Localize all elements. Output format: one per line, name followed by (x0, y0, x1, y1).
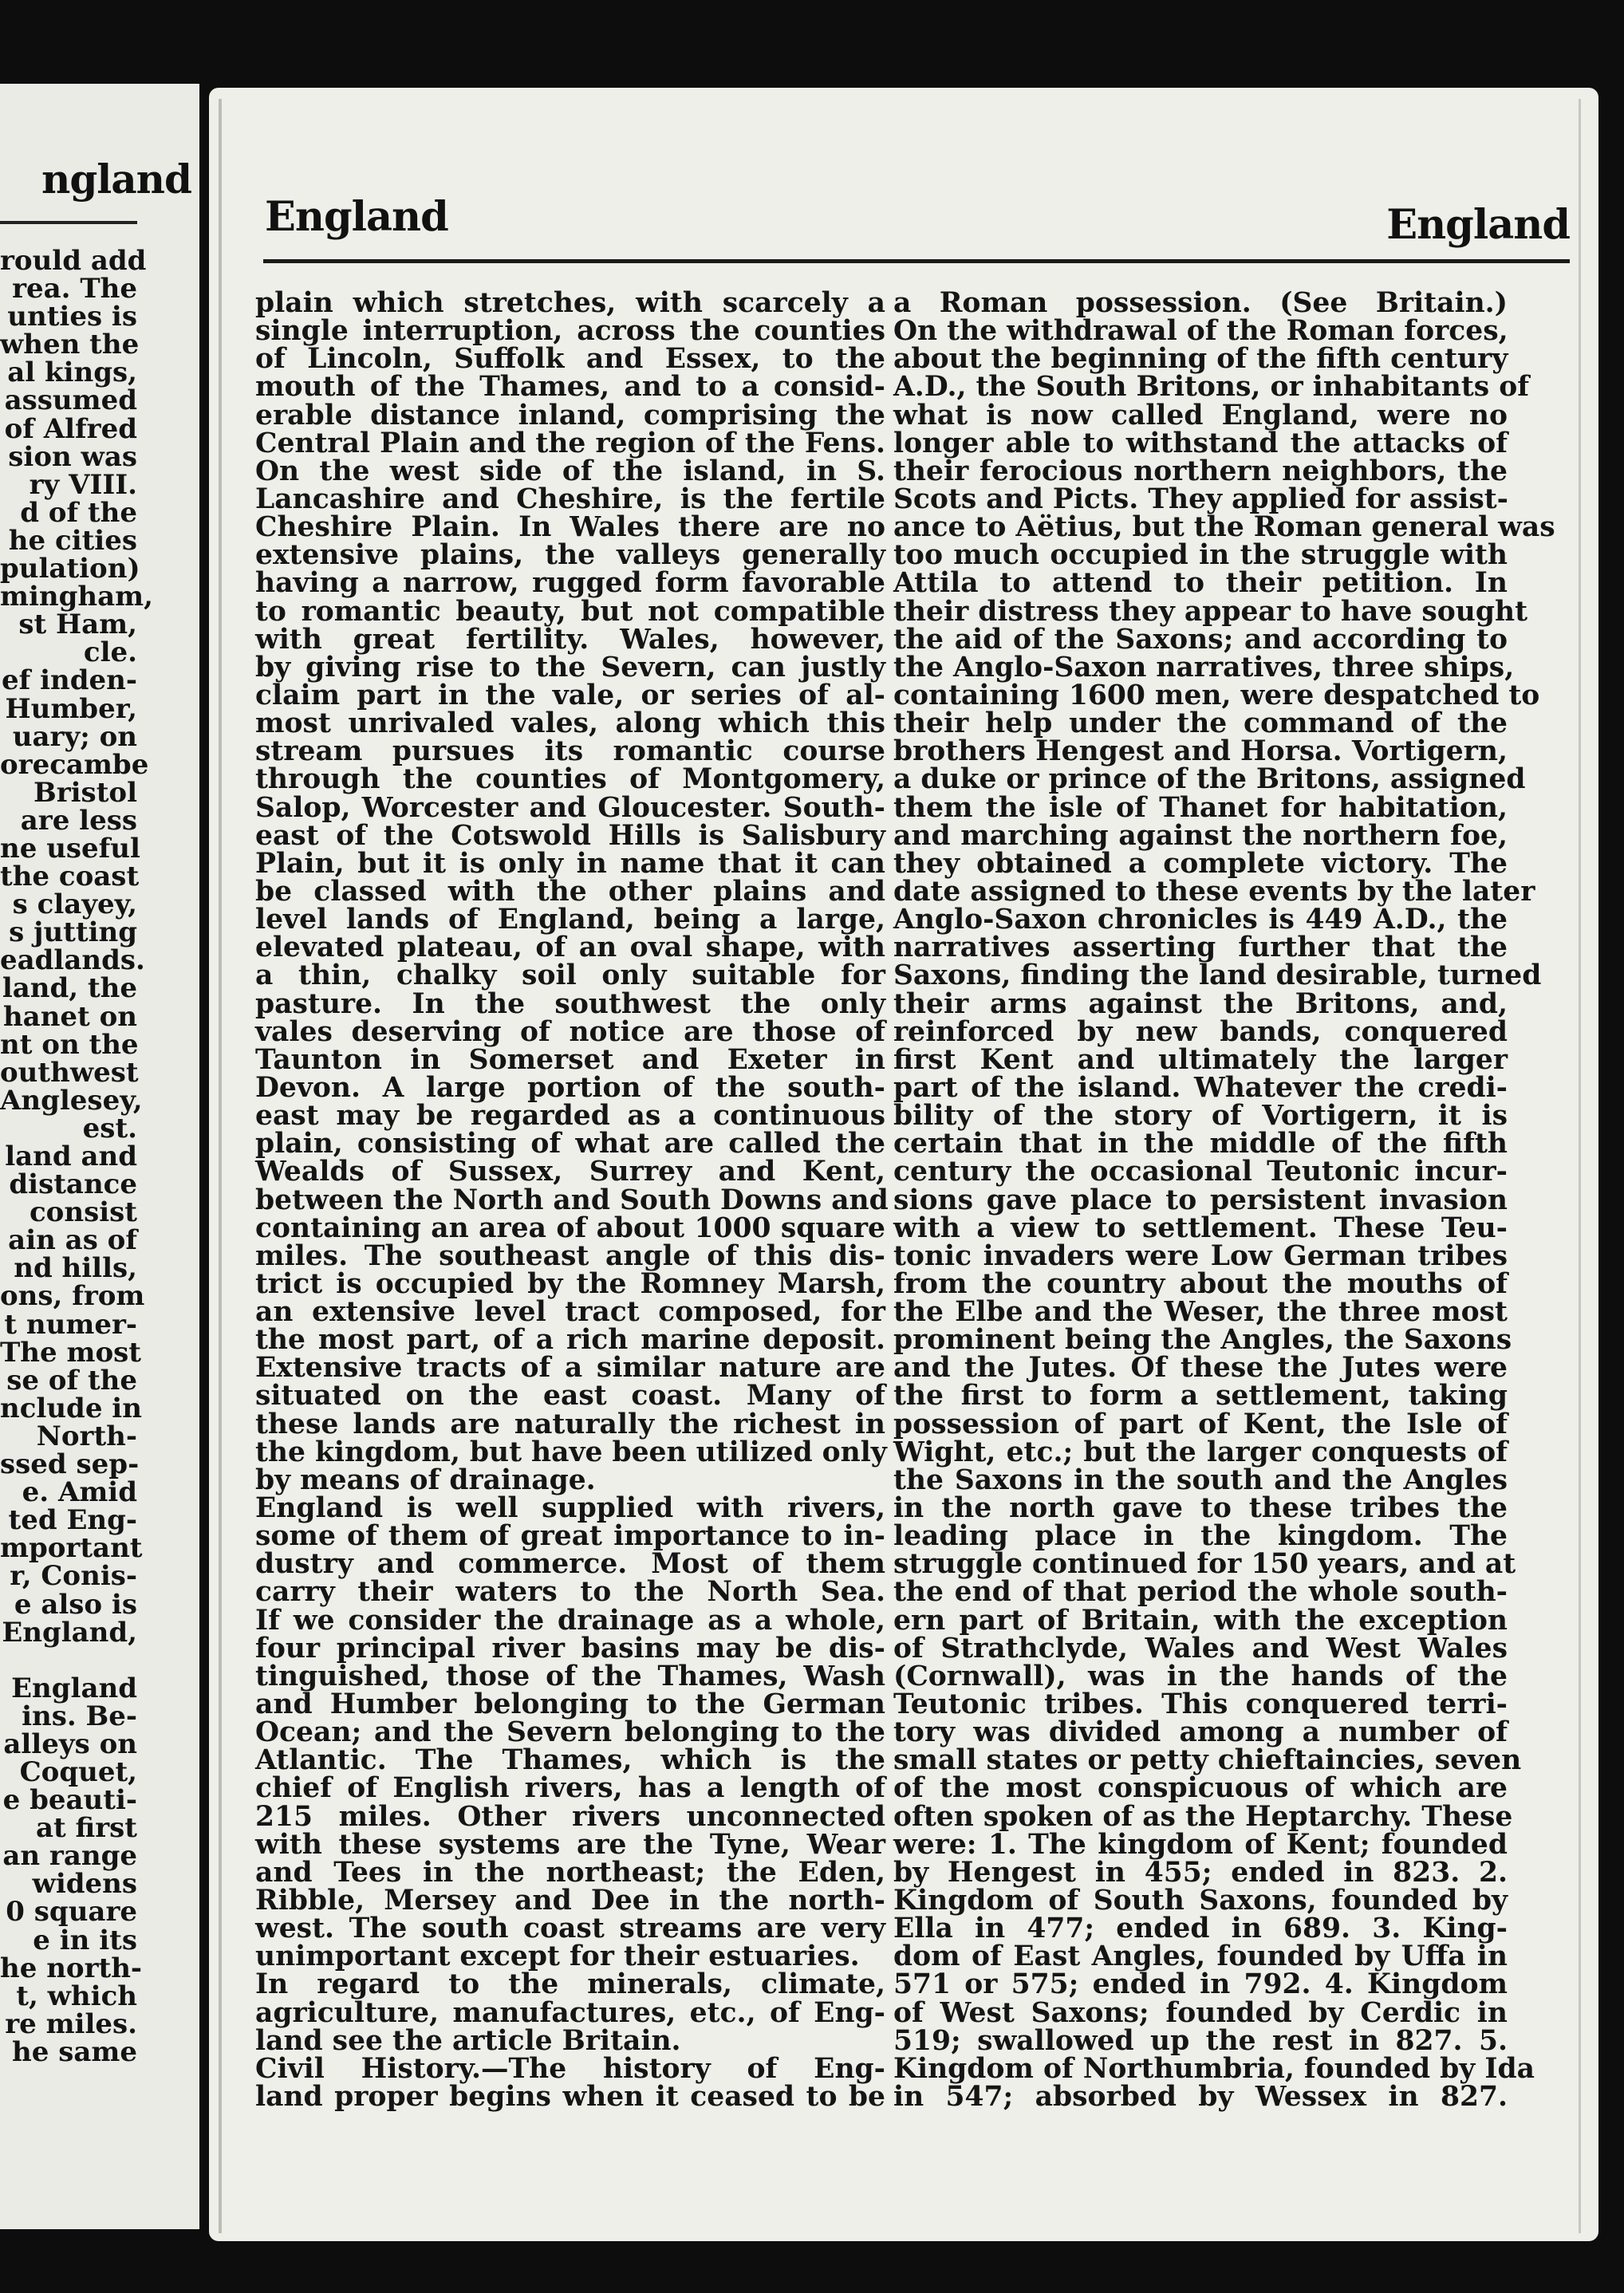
text-line: In regard to the minerals, climate, (255, 1968, 885, 2001)
text-line: unimportant except for their estuaries. (255, 1940, 860, 1973)
left-page-line: cle. (83, 636, 137, 669)
text-line: the end of that period the whole south- (893, 1576, 1508, 1609)
text-line: Wealds of Sussex, Surrey and Kent, (255, 1156, 885, 1188)
text-line: east may be regarded as a continuous (255, 1100, 885, 1133)
text-line: miles. The southeast angle of this dis- (255, 1239, 885, 1272)
text-line: of West Saxons; founded by Cerdic in (893, 1996, 1508, 2029)
text-line: Civil History.—The history of Eng- (255, 2052, 885, 2085)
left-page-line: England, (2, 1616, 137, 1649)
text-line: Wight, etc.; but the larger conquests of (893, 1436, 1508, 1468)
left-page-line: re miles. (5, 2007, 137, 2040)
text-line: single interruption, across the counties (255, 315, 885, 348)
left-page-line: at first (35, 1812, 137, 1845)
text-line: Ribble, Mersey and Dee in the north- (255, 1885, 885, 1917)
left-page-line: sion was (8, 440, 137, 473)
left-page-line: North- (36, 1420, 137, 1452)
text-line: land proper begins when it ceased to be (255, 2081, 885, 2113)
text-line: struggle continued for 150 years, and at (893, 1548, 1516, 1581)
text-line: of the most conspicuous of which are (893, 1772, 1508, 1805)
text-line: ance to Aëtius, but the Roman general was (893, 511, 1555, 544)
left-page-line: when the (0, 329, 140, 361)
text-line: Salop, Worcester and Gloucester. South- (255, 791, 885, 824)
left-page-line: Anglesey, (0, 1084, 143, 1117)
text-line: in the north gave to these tribes the (893, 1492, 1508, 1525)
left-page-line: Humber, (5, 692, 137, 725)
text-line: On the west side of the island, in S. (255, 455, 885, 487)
text-line: Attila to attend to their petition. In (893, 567, 1508, 600)
text-line: tory was divided among a number of (893, 1716, 1508, 1749)
left-page-line: al kings, (7, 357, 137, 389)
text-line: certain that in the middle of the fifth (893, 1128, 1508, 1160)
text-line: plain which stretches, with scarcely a (255, 287, 885, 319)
text-line: some of them of great importance to in- (255, 1520, 885, 1553)
left-page-line: nclude in (0, 1392, 142, 1424)
text-line: the Elbe and the Weser, the three most (893, 1296, 1508, 1329)
left-page-line: ef inden- (2, 664, 137, 697)
text-line: Taunton in Somerset and Exeter in (255, 1043, 885, 1076)
text-line: mouth of the Thames, and to a consid- (255, 371, 885, 404)
left-page-line: t, which (16, 1980, 137, 2012)
text-line: Plain, but it is only in name that it can (255, 847, 885, 880)
text-line: erable distance inland, comprising the (255, 399, 885, 431)
text-line: a Roman possession. (See Britain.) (893, 287, 1508, 319)
left-page-line: land, the (2, 972, 137, 1005)
text-line: agriculture, manufactures, etc., of Eng- (255, 1996, 885, 2029)
text-line: Central Plain and the region of the Fens. (255, 427, 885, 459)
text-line: part of the island. Whatever the credi- (893, 1071, 1508, 1104)
text-line: tonic invaders were Low German tribes (893, 1239, 1508, 1272)
book-page (209, 88, 1598, 2241)
left-page-line: rea. The (12, 273, 137, 305)
left-page-line: eadlands. (0, 944, 145, 977)
text-line: having a narrow, rugged form favorable (255, 567, 885, 600)
left-page-line: ins. Be- (22, 1700, 137, 1732)
left-page-line: outhwest (0, 1056, 139, 1089)
text-line: four principal river basins may be dis- (255, 1632, 885, 1665)
text-line: by means of drainage. (255, 1464, 596, 1496)
left-page-line: ne useful (0, 832, 140, 865)
text-line: by giving rise to the Severn, can justly (255, 651, 885, 684)
left-page-line: rould add (0, 245, 147, 277)
text-line: to romantic beauty, but not compatible (255, 595, 885, 628)
left-page-line: ssed sep- (0, 1448, 140, 1481)
text-line: and the Jutes. Of these the Jutes were (893, 1352, 1508, 1385)
left-page-line: are less (20, 804, 137, 837)
text-line: what is now called England, were no (893, 399, 1508, 431)
left-page-header-rule (0, 221, 137, 224)
text-line: If we consider the drainage as a whole, (255, 1604, 885, 1637)
text-line: through the counties of Montgomery, (255, 763, 885, 796)
left-page-line: ain as of (8, 1224, 137, 1257)
text-line: 571 or 575; ended in 792. 4. Kingdom (893, 1968, 1508, 2001)
text-line: extensive plains, the valleys generally (255, 539, 885, 572)
left-page-line: Coquet, (19, 1755, 137, 1788)
text-line: Cheshire Plain. In Wales there are no (255, 511, 885, 544)
text-line: their distress they appear to have sought (893, 595, 1528, 628)
left-page-line: The most (0, 1336, 141, 1369)
text-line: a duke or prince of the Britons, assigned (893, 763, 1526, 796)
left-page-line: st Ham, (18, 609, 137, 641)
text-line: Kingdom of Northumbria, founded by Ida (893, 2052, 1535, 2085)
left-page-line: an range (2, 1840, 137, 1873)
text-line: them the isle of Thanet for habitation, (893, 791, 1508, 824)
text-line: their arms against the Britons, and, (893, 987, 1508, 1020)
text-line: ern part of Britain, with the exception (893, 1604, 1508, 1637)
text-line: chief of English rivers, has a length of (255, 1772, 885, 1805)
text-line: too much occupied in the struggle with (893, 539, 1508, 572)
text-line: with these systems are the Tyne, Wear (255, 1828, 885, 1861)
text-line: tinguished, those of the Thames, Wash (255, 1660, 885, 1692)
text-line: plain, consisting of what are called the (255, 1128, 885, 1160)
left-page-line: s clayey, (12, 888, 137, 921)
left-page-line: unties is (7, 301, 137, 333)
left-page-line: England (11, 1672, 137, 1704)
text-column-right (893, 287, 1555, 2113)
text-line: Ocean; and the Severn belonging to the (255, 1716, 885, 1749)
left-page-line: pulation) (0, 553, 140, 585)
left-page-line: nd hills, (14, 1252, 137, 1285)
left-page-line: uary; on (12, 720, 137, 753)
text-line: brothers Hengest and Horsa. Vortigern, (893, 735, 1508, 768)
left-page-line: orecambe (0, 748, 149, 781)
left-page-line: e. Amid (22, 1476, 137, 1509)
text-line: in 547; absorbed by Wessex in 827. (893, 2081, 1508, 2113)
text-line: England is well supplied with rivers, (255, 1492, 885, 1525)
text-line: pasture. In the southwest the only (255, 987, 885, 1020)
text-line: Devon. A large portion of the south- (255, 1071, 885, 1104)
left-page-line: land and (5, 1141, 137, 1172)
text-line: carry their waters to the North Sea. (255, 1576, 885, 1609)
text-line: sions gave place to persistent invasion (893, 1184, 1508, 1216)
text-line: prominent being the Angles, the Saxons (893, 1324, 1512, 1357)
left-page-line: e also is (14, 1588, 137, 1621)
text-column-left (255, 287, 889, 2113)
left-page-line: t numer- (4, 1308, 137, 1341)
text-line: first Kent and ultimately the larger (893, 1043, 1508, 1076)
text-line: bility of the story of Vortigern, it is (893, 1100, 1508, 1133)
left-page-line (0, 1647, 137, 1675)
text-line: leading place in the kingdom. The (893, 1520, 1508, 1553)
text-line: (Cornwall), was in the hands of the (893, 1660, 1508, 1692)
text-line: they obtained a complete victory. The (893, 847, 1508, 880)
left-page-line: of Alfred (4, 412, 137, 445)
text-line: the aid of the Saxons; and according to (893, 623, 1508, 656)
text-line: stream pursues its romantic course (255, 735, 885, 768)
text-line: Ella in 477; ended in 689. 3. King- (893, 1913, 1508, 1945)
left-page-line: assumed (4, 384, 137, 417)
left-page-line: s jutting (9, 916, 137, 949)
text-line: about the beginning of the fifth century (893, 343, 1508, 376)
text-line: and marching against the northern foe, (893, 819, 1508, 852)
text-line: between the North and South Downs and (255, 1184, 889, 1216)
left-page-line: widens (32, 1868, 137, 1901)
text-line: often spoken of as the Heptarchy. These (893, 1800, 1513, 1833)
text-line: narratives asserting further that the (893, 932, 1508, 964)
text-line: Saxons, finding the land desirable, turned (893, 959, 1542, 992)
left-page-line: Bristol (33, 776, 137, 809)
text-line: with a view to settlement. These Teu- (893, 1212, 1508, 1244)
left-page-line: distance (9, 1168, 137, 1201)
text-line: of Lincoln, Suffolk and Essex, to the (255, 343, 885, 376)
text-line: vales deserving of notice are those of (255, 1015, 885, 1048)
left-page-line: the coast (0, 861, 140, 893)
text-line: with great fertility. Wales, however, (255, 623, 885, 656)
text-line: the most part, of a rich marine deposit. (255, 1324, 885, 1357)
left-page-line: he same (12, 2035, 137, 2068)
text-line: most unrivaled vales, along which this (255, 707, 885, 740)
left-page-line: e in its (33, 1924, 137, 1956)
text-line: trict is occupied by the Romney Marsh, (255, 1267, 885, 1300)
left-page-line: he cities (8, 524, 137, 557)
left-page-line: r, Conis- (10, 1560, 137, 1593)
text-line: longer able to withstand the attacks of (893, 427, 1508, 459)
header-rule (263, 259, 1570, 263)
text-line: dustry and commerce. Most of them (255, 1548, 885, 1581)
text-line: Anglo-Saxon chronicles is 449 A.D., the (893, 904, 1508, 936)
text-line: land see the article Britain. (255, 2024, 681, 2057)
left-page-line: e beauti- (2, 1784, 137, 1817)
text-line: these lands are naturally the richest in (255, 1408, 885, 1440)
text-line: the Anglo-Saxon narratives, three ships, (893, 651, 1515, 684)
left-page-line: he north- (0, 1952, 143, 1984)
left-page-line: mingham, (0, 581, 153, 613)
running-head-right: England (1386, 201, 1570, 249)
left-page-line: est. (82, 1112, 137, 1145)
text-line: Lancashire and Cheshire, is the fertile (255, 483, 885, 515)
text-line: the kingdom, but have been utilized only (255, 1436, 887, 1468)
text-line: and Humber belonging to the German (255, 1688, 885, 1721)
text-line: Kingdom of South Saxons, founded by (893, 1885, 1508, 1917)
text-line: 215 miles. Other rivers unconnected (255, 1800, 885, 1833)
text-line: date assigned to these events by the later (893, 875, 1535, 908)
left-page-line: 0 square (6, 1896, 137, 1929)
text-line: reinforced by new bands, conquered (893, 1015, 1508, 1048)
left-page-text (0, 245, 153, 2068)
text-line: containing an area of about 1000 square (255, 1212, 885, 1244)
left-page-line: consist (29, 1196, 137, 1229)
left-page-line: hanet on (2, 1000, 137, 1033)
text-line: 519; swallowed up the rest in 827. 5. (893, 2024, 1508, 2057)
text-line: Atlantic. The Thames, which is the (255, 1744, 885, 1777)
text-line: possession of part of Kent, the Isle of (893, 1408, 1508, 1440)
text-line: an extensive level tract composed, for (255, 1296, 885, 1329)
text-line: be classed with the other plains and (255, 875, 885, 908)
text-line: small states or petty chieftaincies, seven (893, 1744, 1522, 1777)
text-line: their ferocious northern neighbors, the (893, 455, 1508, 487)
text-line: Teutonic tribes. This conquered terri- (893, 1688, 1508, 1721)
text-line: and Tees in the northeast; the Eden, (255, 1856, 885, 1889)
text-line: of Strathclyde, Wales and West Wales (893, 1632, 1508, 1665)
text-line: the Saxons in the south and the Angles (893, 1464, 1508, 1496)
running-head-left: England (265, 193, 448, 241)
left-page-line: ons, from (0, 1280, 145, 1313)
text-line: situated on the east coast. Many of (255, 1380, 885, 1412)
text-line: claim part in the vale, or series of al- (255, 679, 885, 711)
left-page-line: mportant (0, 1532, 143, 1565)
text-line: Scots and Picts. They applied for assist- (893, 483, 1508, 515)
text-line: a thin, chalky soil only suitable for (255, 959, 885, 992)
text-line: from the country about the mouths of (893, 1267, 1508, 1300)
left-page-header: ngland (41, 156, 191, 203)
left-page-line: nt on the (0, 1028, 139, 1061)
text-line: the first to form a settlement, taking (893, 1380, 1508, 1412)
text-line: elevated plateau, of an oval shape, with (255, 932, 885, 964)
text-line: their help under the command of the (893, 707, 1508, 740)
text-line: west. The south coast streams are very (255, 1913, 885, 1945)
left-page-line: alleys on (3, 1728, 137, 1760)
text-line: containing 1600 men, were despatched to (893, 679, 1540, 711)
text-line: A.D., the South Britons, or inhabitants of (893, 371, 1530, 404)
text-line: east of the Cotswold Hills is Salisbury (255, 819, 885, 852)
text-line: century the occasional Teutonic incur- (893, 1156, 1508, 1188)
text-line: On the withdrawal of the Roman forces, (893, 315, 1508, 348)
text-line: were: 1. The kingdom of Kent; founded (893, 1828, 1508, 1861)
text-line: level lands of England, being a large, (255, 904, 885, 936)
left-page-line: ry VIII. (29, 468, 137, 501)
text-line: dom of East Angles, founded by Uffa in (893, 1940, 1508, 1973)
left-page-line: d of the (20, 496, 137, 529)
left-page-line: ted Eng- (8, 1504, 137, 1537)
text-line: Extensive tracts of a similar nature are (255, 1352, 885, 1385)
left-page-line: se of the (6, 1364, 137, 1397)
text-line: by Hengest in 455; ended in 823. 2. (893, 1856, 1508, 1889)
left-page-fragment (0, 84, 199, 2229)
